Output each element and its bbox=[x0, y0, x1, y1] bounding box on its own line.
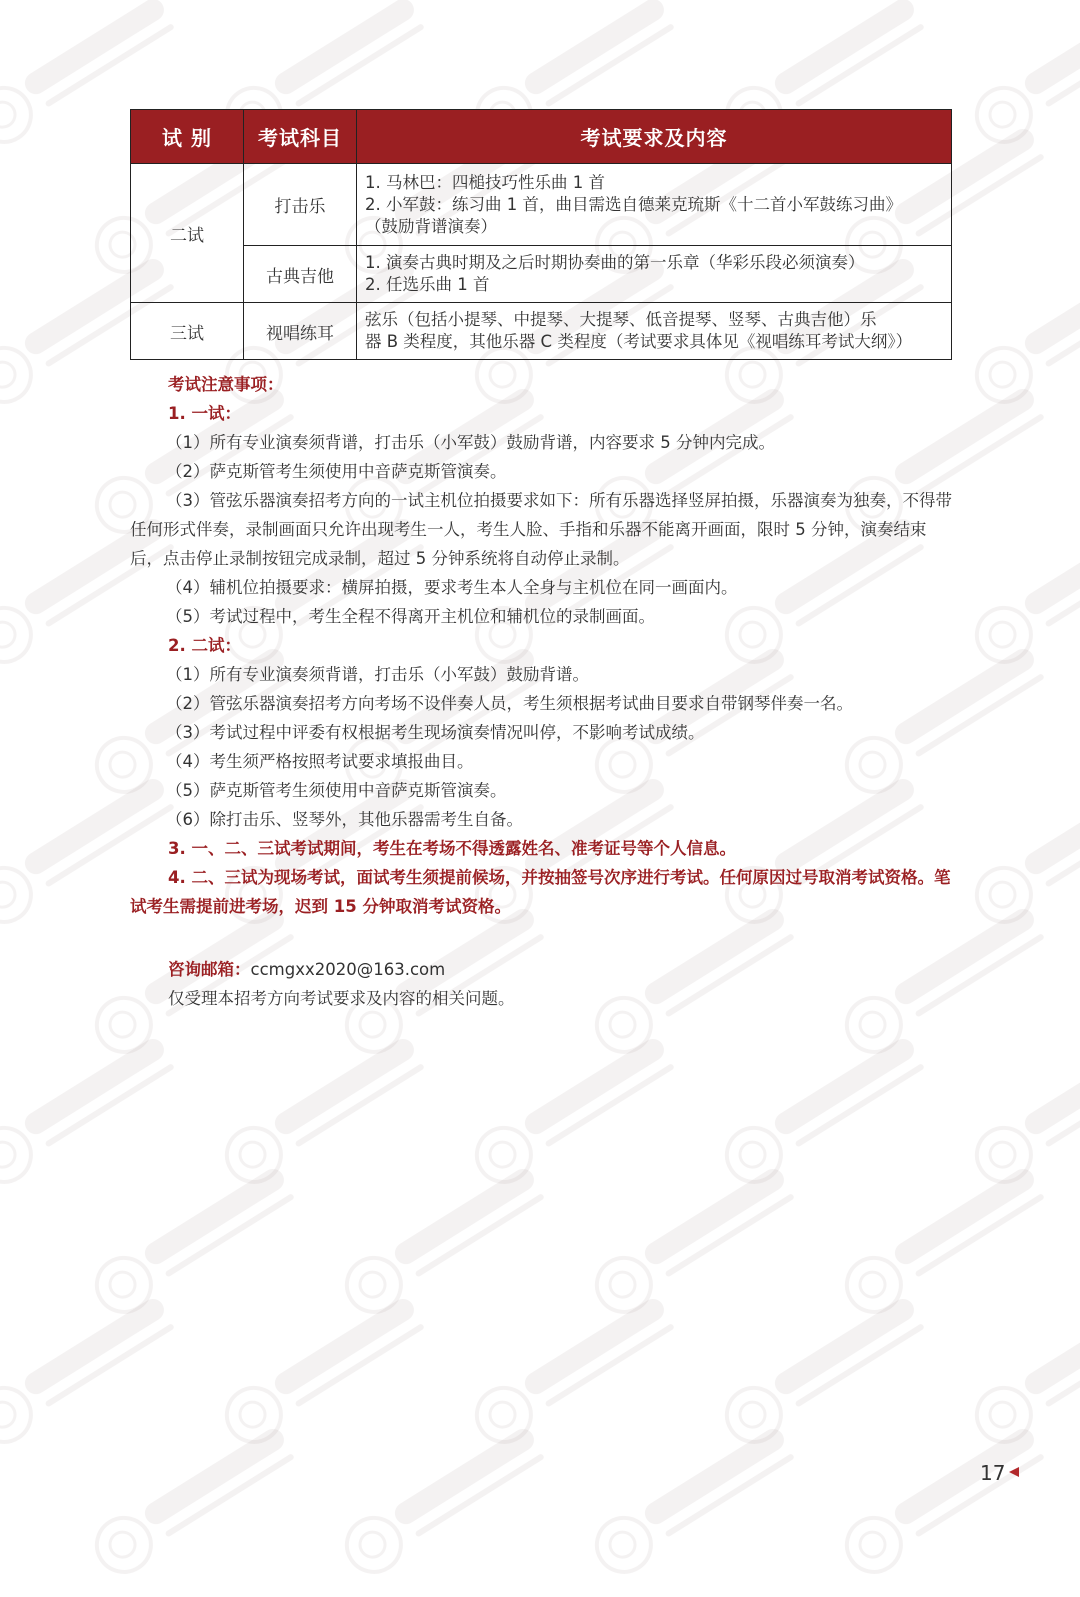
page-number-text: 17 bbox=[980, 1461, 1006, 1485]
requirement-line: 弦乐（包括小提琴、中提琴、大提琴、低音提琴、竖琴、古典吉他）乐 bbox=[365, 310, 877, 329]
header-subject: 考试科目 bbox=[244, 110, 357, 164]
exam-requirements-table bbox=[130, 109, 952, 360]
exam-notes bbox=[130, 370, 952, 921]
note-point-3: 3. 一、二、三试考试期间，考生在考场不得透露姓名、准考证号等个人信息。 bbox=[168, 839, 736, 858]
header-round: 试 别 bbox=[131, 110, 244, 164]
section-heading-round1: 1. 一试： bbox=[168, 404, 241, 423]
round-cell: 三试 bbox=[131, 303, 244, 360]
requirements-cell bbox=[357, 303, 952, 360]
notes-title: 考试注意事项： bbox=[168, 375, 284, 394]
list-item: （3）管弦乐器演奏招考方向的一试主机位拍摄要求如下：所有乐器选择竖屏拍摄，乐器演奏为独奏，不得带任何形式伴奏，录制画面只允许出现考生一人，考生人脸、手指和乐器不能离开画面，限时 5 分钟，演奏结束后，点击停止录制按钮完成录制，超过 5 分钟系统将自动停止录制。 bbox=[130, 491, 952, 568]
list-item: （6）除打击乐、竖琴外，其他乐器需考生自备。 bbox=[166, 810, 523, 829]
page-number bbox=[980, 1461, 1019, 1485]
list-item: （4）辅机位拍摄要求：横屏拍摄，要求考生本人全身与主机位在同一画面内。 bbox=[166, 578, 738, 597]
list-item: （5）考试过程中，考生全程不得离开主机位和辅机位的录制画面。 bbox=[166, 607, 655, 626]
contact-email-link[interactable]: ccmgxx2020@163.com bbox=[250, 960, 446, 979]
requirement-line: 1. 演奏古典时期及之后时期协奏曲的第一乐章（华彩乐段必须演奏） bbox=[365, 253, 865, 272]
requirement-line: 1. 马林巴：四槌技巧性乐曲 1 首 bbox=[365, 172, 605, 192]
requirement-line: 2. 小军鼓：练习曲 1 首，曲目需选自德莱克琉斯《十二首小军鼓练习曲》 bbox=[365, 194, 902, 214]
requirements-cell bbox=[357, 246, 952, 303]
subject-cell: 打击乐 bbox=[244, 164, 357, 246]
requirement-line: 器 B 类程度，其他乐器 C 类程度（考试要求具体见《视唱练耳考试大纲》） bbox=[365, 332, 913, 351]
section-heading-round2: 2. 二试： bbox=[168, 636, 241, 655]
table-row bbox=[131, 246, 952, 303]
header-requirements: 考试要求及内容 bbox=[357, 110, 952, 164]
contact-label: 咨询邮箱： bbox=[168, 960, 251, 979]
subject-cell: 古典吉他 bbox=[244, 246, 357, 303]
requirement-line: （鼓励背谱演奏） bbox=[365, 216, 497, 236]
list-item: （1）所有专业演奏须背谱，打击乐（小军鼓）鼓励背谱。 bbox=[166, 665, 589, 684]
list-item: （4）考生须严格按照考试要求填报曲目。 bbox=[166, 752, 474, 771]
round-cell: 二试 bbox=[131, 164, 244, 303]
list-item: （2）萨克斯管考生须使用中音萨克斯管演奏。 bbox=[166, 462, 507, 481]
list-item: （1）所有专业演奏须背谱，打击乐（小军鼓）鼓励背谱，内容要求 5 分钟内完成。 bbox=[166, 433, 775, 452]
list-item: （5）萨克斯管考生须使用中音萨克斯管演奏。 bbox=[166, 781, 507, 800]
list-item: （2）管弦乐器演奏招考方向考场不设伴奏人员，考生须根据考试曲目要求自带钢琴伴奏一名。 bbox=[166, 694, 853, 713]
note-point-4: 4. 二、三试为现场考试，面试考生须提前候场，并按抽签号次序进行考试。任何原因过号取消考试资格。笔试考生需提前进考场，迟到 15 分钟取消考试资格。 bbox=[130, 868, 951, 916]
requirement-line: 2. 任选乐曲 1 首 bbox=[365, 275, 490, 294]
contact-email-line bbox=[168, 955, 515, 984]
triangle-left-icon bbox=[1009, 1467, 1019, 1477]
contact-block bbox=[168, 955, 515, 1013]
table-header-row bbox=[131, 110, 952, 164]
requirements-cell bbox=[357, 164, 952, 246]
subject-cell: 视唱练耳 bbox=[244, 303, 357, 360]
table-row bbox=[131, 164, 952, 246]
list-item: （3）考试过程中评委有权根据考生现场演奏情况叫停，不影响考试成绩。 bbox=[166, 723, 705, 742]
contact-note: 仅受理本招考方向考试要求及内容的相关问题。 bbox=[168, 989, 515, 1008]
table-row bbox=[131, 303, 952, 360]
